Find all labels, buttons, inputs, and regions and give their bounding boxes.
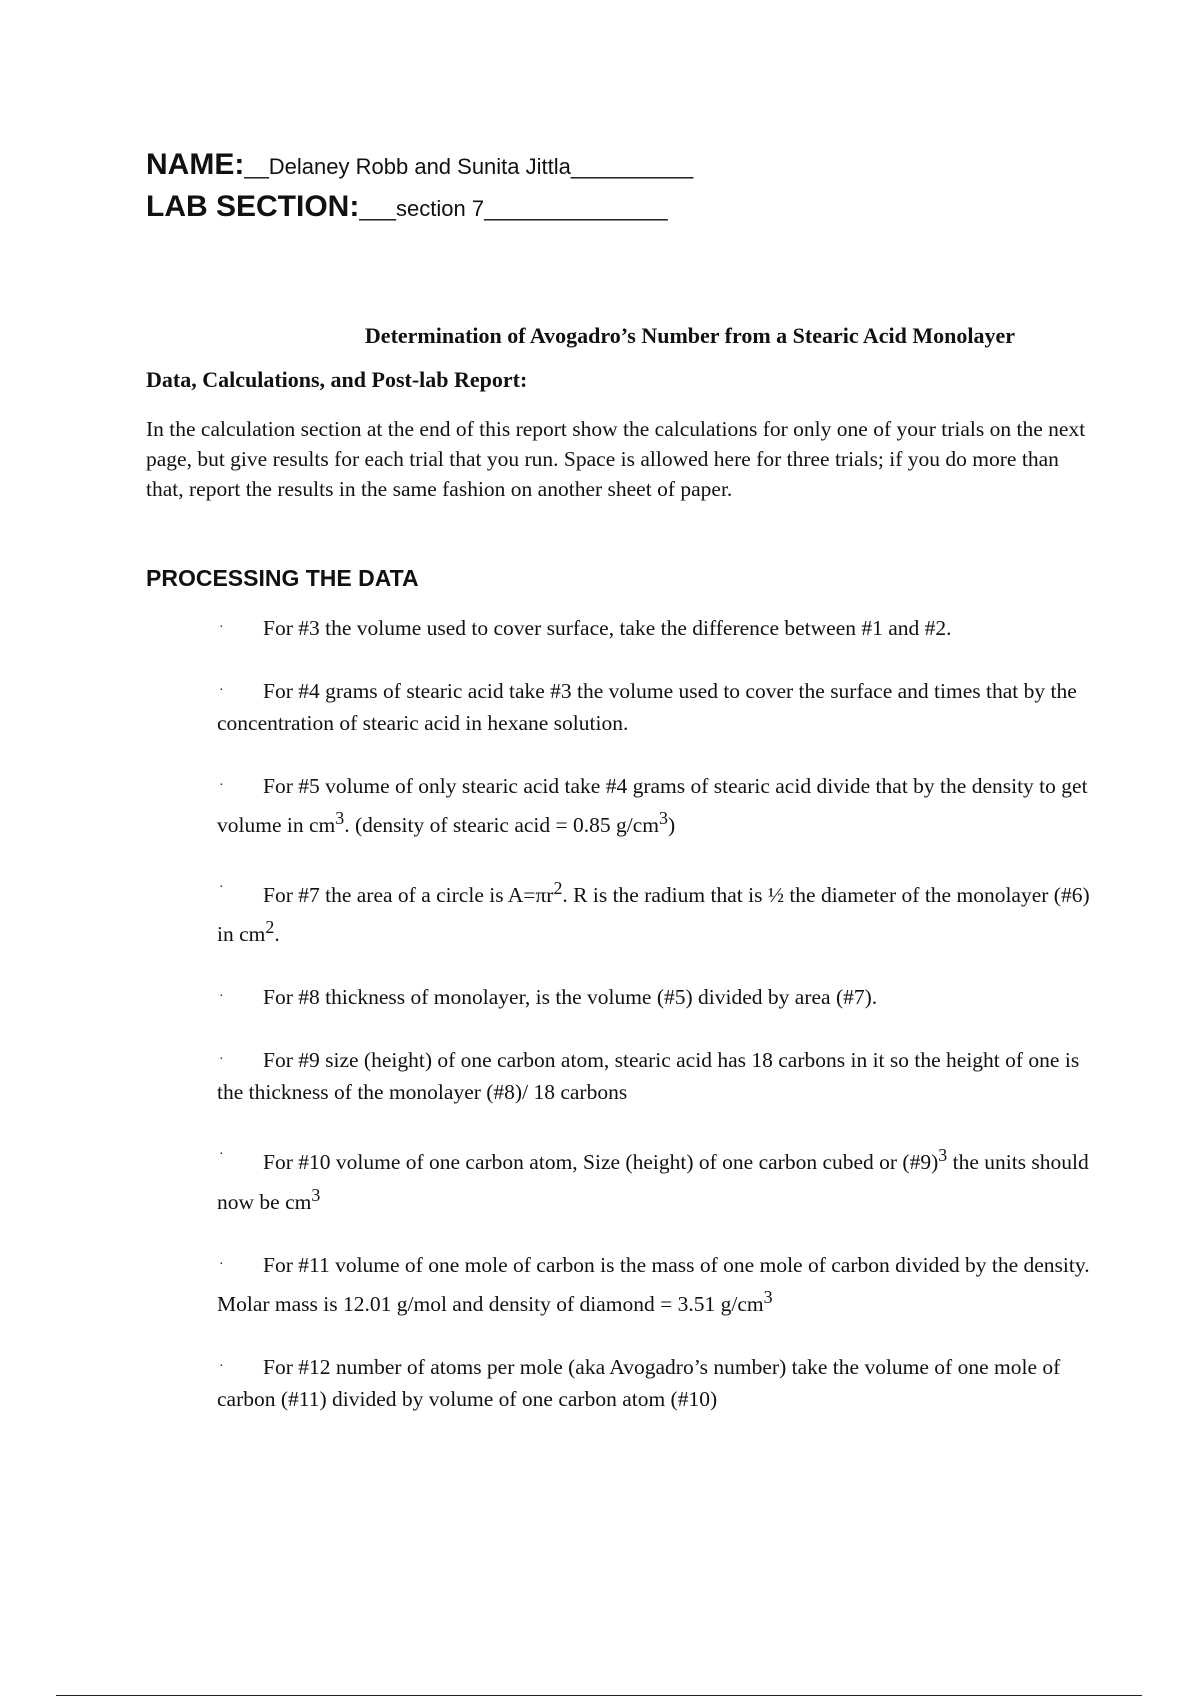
step-item-11 (217, 1249, 1097, 1320)
lab-section-line (146, 190, 668, 224)
bullet-icon: · (219, 1358, 224, 1374)
lab-section-value: ___section 7_______________ (359, 196, 668, 221)
bullet-icon: · (219, 880, 224, 896)
bullet-icon: · (219, 778, 224, 793)
step-text: For #5 volume of only stearic acid take #4 grams of stearic acid divide that by the density to get volume in cm (217, 774, 1088, 838)
step-item-3 (217, 612, 1097, 644)
lab-section-label: LAB SECTION: (146, 190, 360, 223)
bullet-icon: · (219, 620, 224, 635)
superscript: 3 (311, 1184, 321, 1205)
step-text: For #8 thickness of monolayer, is the volume (#5) divided by area (#7). (263, 985, 878, 1010)
name-line (146, 148, 693, 182)
step-item-10 (217, 1139, 1097, 1217)
step-text: For #9 size (height) of one carbon atom, stearic acid has 18 carbons in it so the height of one is the thickness of the monolayer (#8)/ 18 carbons (217, 1048, 1080, 1105)
step-text: . (density of stearic acid = 0.85 g/cm (344, 813, 660, 838)
bullet-icon: · (219, 1052, 224, 1068)
step-item-4 (217, 675, 1097, 739)
step-text: For #3 the volume used to cover surface, take the difference between #1 and #2. (263, 616, 952, 640)
step-item-9 (217, 1044, 1097, 1108)
step-text: For #11 volume of one mole of carbon is the mass of one mole of carbon divided by the density. Molar mass is 12.01 g/mol and density of diamond = 3.51 g/cm (217, 1252, 1090, 1316)
bullet-icon: · (219, 683, 224, 698)
superscript: 3 (659, 808, 668, 828)
step-text: For #7 the area of a circle is A=πr (263, 883, 554, 908)
report-subtitle: Data, Calculations, and Post-lab Report: (146, 367, 528, 392)
step-item-12 (217, 1351, 1097, 1415)
step-text: . (274, 922, 280, 947)
step-item-5 (217, 770, 1097, 841)
step-text: ) (667, 813, 676, 838)
step-text: For #10 volume of one carbon atom, Size (height) of one carbon cubed or (#9) (263, 1150, 939, 1175)
superscript: 3 (335, 808, 345, 828)
step-item-7 (217, 872, 1097, 950)
name-value: __Delaney Robb and Sunita Jittla__________ (244, 154, 694, 179)
superscript: 2 (553, 878, 563, 899)
name-label: NAME: (146, 148, 245, 181)
footer-divider (56, 1695, 1142, 1696)
superscript: 3 (763, 1286, 773, 1307)
document-title: Determination of Avogadro’s Number from a Stearic Acid Monolayer (364, 323, 1016, 348)
step-text: . R is the radium that is ½ the diameter of the monolayer (#6) in cm (217, 883, 1090, 947)
bullet-icon: · (219, 1147, 224, 1163)
superscript: 2 (265, 917, 275, 938)
bullet-icon: · (219, 1256, 224, 1272)
processing-steps-list (217, 612, 1097, 1446)
step-item-8 (217, 981, 1097, 1013)
superscript: 3 (938, 1145, 948, 1166)
step-text: For #12 number of atoms per mole (aka Avogadro’s number) take the volume of one mole of carbon (#11) divided by volume of one carbon atom (#10) (217, 1354, 1061, 1411)
section-heading: PROCESSING THE DATA (146, 565, 419, 591)
bullet-icon: · (219, 989, 224, 1005)
intro-paragraph: In the calculation section at the end of this report show the calculations for only one of your trials on the next page, but give results for each trial that you run. Space is allowed here for three trials; if you do more than that, report the results in the same fashion on another sheet of paper. (146, 417, 1086, 501)
step-text: For #4 grams of stearic acid take #3 the volume used to cover the surface and times that by the concentration of stearic acid in hexane solution. (217, 679, 1077, 735)
step-text: the units should now be cm (217, 1150, 1089, 1214)
